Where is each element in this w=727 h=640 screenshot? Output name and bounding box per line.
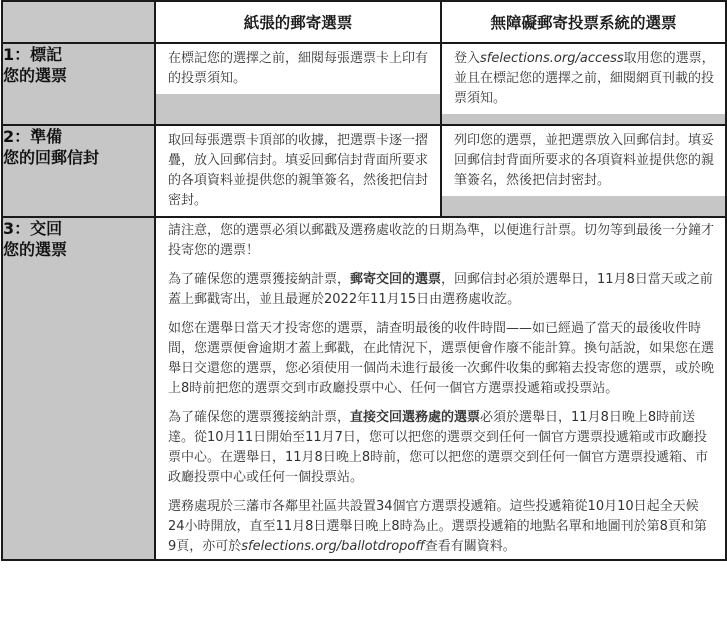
step2-access-cell [441, 125, 726, 217]
step1-row [2, 43, 726, 125]
step3-content [156, 218, 725, 559]
step3-paragraph-1: 請注意，您的選票必須以郵戳及選務處收訖的日期為準，以便進行計票。切勿等到最後一分鐘才投寄您的選票！ [168, 223, 715, 258]
step1-access-text: 登入sfelections.org/access取用您的選票，並且在標記您的選擇之前，細閱網頁刊載的投票須知。 [442, 44, 725, 114]
step2-number: 2：準備 [3, 127, 63, 146]
header-accessible-ballot: 無障礙郵寄投票系統的選票 [441, 1, 726, 43]
step2-row [2, 125, 726, 217]
step3-label [2, 217, 155, 560]
header-paper-ballot: 紙張的郵寄選票 [155, 1, 441, 43]
step1-title: 您的選票 [3, 66, 68, 85]
step3-number: 3：交回 [3, 219, 63, 238]
step3-content-cell [155, 217, 726, 560]
step3-paragraph-2: 為了確保您的選票獲接納計票，郵寄交回的選票，回郵信封必須於選舉日，11月8日當天或之前蓋上郵戳寄出，並且最遲於2022年11月15日由選務處收訖。 [168, 272, 713, 307]
step2-label [2, 125, 155, 217]
access-link[interactable]: sfelections.org/access [480, 51, 624, 66]
step1-number: 1：標記 [3, 45, 63, 64]
header-blank-cell [2, 1, 155, 43]
step2-paper-cell [155, 125, 441, 217]
step3-paragraph-3: 如您在選舉日當天才投寄您的選票，請查明最後的收件時間——如已經過了當天的最後收件時間，您選票便會逾期才蓋上郵戳，在此情況下，選票便會作廢不能計算。換句話說，如果您在選舉日交還您的選票，您必須使用一個尚未進行最後一次郵件收集的郵箱去投寄您的選票，或於晚上8時前把您的選票交到市政廳投票中心、任何一個官方選票投遞箱或投票站。 [168, 321, 715, 396]
step1-access-cell [441, 43, 726, 125]
step3-paragraph-5: 選務處現於三藩市各鄰里社區共設置34個官方選票投遞箱。這些投遞箱從10月10日起全天候24小時開放，直至11月8日選舉日晚上8時為止。選票投遞箱的地點名單和地圖刊於第8頁和第9頁，亦可於sfelections.org/ballotdropoff查看有關資料。 [168, 499, 707, 554]
step3-title: 您的選票 [3, 240, 68, 259]
ballot-dropoff-link[interactable]: sfelections.org/ballotdropoff [241, 539, 425, 554]
step1-paper-cell [155, 43, 441, 125]
instructions-table [1, 0, 727, 561]
step3-paragraph-4: 為了確保您的選票獲接納計票，直接交回選務處的選票必須於選舉日，11月8日晚上8時前送達。從10月11日開始至11月7日，您可以把您的選票交到任何一個官方選票投遞箱或市政廳投票中心。在選舉日，11月8日晚上8時前，您可以把您的選票交到任何一個官方選票投遞箱、市政廳投票中心或任何一個投票站。 [168, 410, 709, 485]
step2-title: 您的回郵信封 [3, 148, 100, 167]
step2-access-text: 列印您的選票，並把選票放入回郵信封。填妥回郵信封背面所要求的各項資料並提供您的親筆簽名，然後把信封密封。 [442, 126, 725, 196]
step1-paper-text: 在標記您的選擇之前，細閱每張選票卡上印有的投票須知。 [156, 44, 440, 94]
header-row [2, 1, 726, 43]
step3-row [2, 217, 726, 560]
step1-label [2, 43, 155, 125]
step2-paper-text: 取回每張選票卡頂部的收據，把選票卡逐一摺疊，放入回郵信封。填妥回郵信封背面所要求的各項資料並提供您的親筆簽名，然後把信封密封。 [156, 126, 440, 216]
